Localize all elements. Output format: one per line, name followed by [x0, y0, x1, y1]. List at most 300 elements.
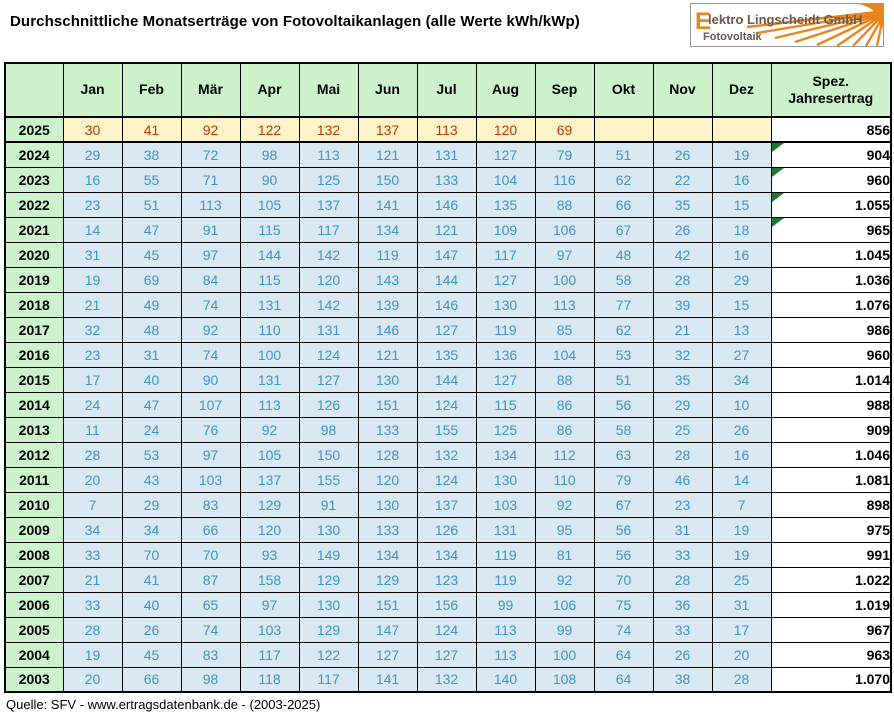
month-value-cell: 124: [417, 392, 476, 417]
month-value-cell: 21: [63, 292, 122, 317]
total-header: Spez. Jahresertrag: [771, 63, 891, 117]
month-value-cell: 127: [476, 267, 535, 292]
month-value-cell: 58: [594, 417, 653, 442]
month-value-cell: 97: [240, 592, 299, 617]
month-value-cell: 137: [417, 492, 476, 517]
month-value-cell: 56: [594, 392, 653, 417]
month-value-cell: 105: [240, 442, 299, 467]
month-value-cell: 53: [122, 442, 181, 467]
month-value-cell: 146: [417, 192, 476, 217]
month-value-cell: 38: [653, 667, 712, 692]
month-value-cell: 100: [240, 342, 299, 367]
month-value-cell: 91: [299, 492, 358, 517]
month-value-cell: 19: [712, 542, 771, 567]
month-value-cell: 28: [63, 442, 122, 467]
month-value-cell: 126: [299, 392, 358, 417]
month-value-cell: 71: [181, 167, 240, 192]
month-value-cell: 134: [358, 542, 417, 567]
month-value-cell: 97: [181, 242, 240, 267]
month-value-cell: 119: [358, 242, 417, 267]
month-value-cell: 127: [476, 142, 535, 167]
month-value-cell: 28: [63, 617, 122, 642]
month-header-jun: Jun: [358, 63, 417, 117]
year-cell: 2006: [5, 592, 63, 617]
month-value-cell: 119: [476, 567, 535, 592]
month-value-cell: 110: [240, 317, 299, 342]
month-value-cell: 28: [712, 667, 771, 692]
month-value-cell: 90: [181, 367, 240, 392]
month-value-cell: 74: [181, 292, 240, 317]
month-value-cell: 16: [63, 167, 122, 192]
annual-total-cell: 991: [771, 542, 891, 567]
month-value-cell: 86: [535, 417, 594, 442]
month-value-cell: 74: [181, 342, 240, 367]
month-header-jan: Jan: [63, 63, 122, 117]
year-cell: 2016: [5, 342, 63, 367]
month-value-cell: 137: [299, 192, 358, 217]
month-value-cell: 129: [358, 567, 417, 592]
annual-total-cell: 898: [771, 492, 891, 517]
annual-total-cell: 960: [771, 342, 891, 367]
month-value-cell: 24: [63, 392, 122, 417]
month-value-cell: 117: [240, 642, 299, 667]
annual-total-cell: 1.070: [771, 667, 891, 692]
month-value-cell: 158: [240, 567, 299, 592]
month-value-cell: 25: [712, 567, 771, 592]
month-value-cell: 34: [122, 517, 181, 542]
month-value-cell: 32: [653, 342, 712, 367]
month-value-cell: 131: [240, 367, 299, 392]
month-value-cell: 23: [63, 192, 122, 217]
month-value-cell: 28: [653, 267, 712, 292]
month-value-cell: 137: [358, 117, 417, 142]
month-value-cell: 28: [653, 442, 712, 467]
month-value-cell: 56: [594, 542, 653, 567]
month-value-cell: 92: [181, 117, 240, 142]
month-value-cell: 69: [122, 267, 181, 292]
month-value-cell: 151: [358, 592, 417, 617]
annual-total-cell: 1.036: [771, 267, 891, 292]
month-value-cell: 87: [181, 567, 240, 592]
month-value-cell: 29: [653, 392, 712, 417]
month-value-cell: 106: [535, 592, 594, 617]
month-value-cell: 98: [299, 417, 358, 442]
month-value-cell: 129: [240, 492, 299, 517]
annual-total-cell: 967: [771, 617, 891, 642]
year-cell: 2004: [5, 642, 63, 667]
month-value-cell: 132: [417, 667, 476, 692]
month-value-cell: 95: [535, 517, 594, 542]
month-value-cell: 104: [535, 342, 594, 367]
annual-total-cell: 1.081: [771, 467, 891, 492]
month-value-cell: 122: [299, 642, 358, 667]
annual-total-cell: 963: [771, 642, 891, 667]
month-value-cell: 70: [594, 567, 653, 592]
month-value-cell: 130: [299, 592, 358, 617]
table-row-2012: [5, 442, 891, 467]
month-value-cell: 134: [358, 217, 417, 242]
month-value-cell: 99: [535, 617, 594, 642]
month-value-cell: 20: [63, 467, 122, 492]
month-value-cell: 19: [712, 142, 771, 167]
month-value-cell: 121: [417, 217, 476, 242]
annual-total-cell: 1.055: [771, 192, 891, 217]
corner-cell: [5, 63, 63, 117]
month-value-cell: 15: [712, 192, 771, 217]
month-value-cell: 124: [299, 342, 358, 367]
month-value-cell: 125: [476, 417, 535, 442]
month-value-cell: 105: [240, 192, 299, 217]
table-row-2007: [5, 567, 891, 592]
month-value-cell: 133: [417, 167, 476, 192]
month-value-cell: 29: [63, 142, 122, 167]
table-row-2014: [5, 392, 891, 417]
month-value-cell: 121: [358, 342, 417, 367]
table-row-2006: [5, 592, 891, 617]
month-value-cell: 76: [181, 417, 240, 442]
month-value-cell: 74: [594, 617, 653, 642]
month-value-cell: 103: [181, 467, 240, 492]
month-value-cell: 122: [240, 117, 299, 142]
month-value-cell: 70: [122, 542, 181, 567]
month-value-cell: 147: [358, 617, 417, 642]
month-value-cell: 155: [417, 417, 476, 442]
month-value-cell: 146: [417, 292, 476, 317]
month-value-cell: 19: [63, 642, 122, 667]
month-value-cell: 155: [299, 467, 358, 492]
year-cell: 2015: [5, 367, 63, 392]
month-value-cell: 51: [122, 192, 181, 217]
month-value-cell: 67: [594, 492, 653, 517]
month-value-cell: [594, 117, 653, 142]
month-value-cell: 31: [653, 517, 712, 542]
month-value-cell: 84: [181, 267, 240, 292]
annual-total-cell: 1.022: [771, 567, 891, 592]
year-cell: 2013: [5, 417, 63, 442]
month-value-cell: 116: [535, 167, 594, 192]
month-value-cell: 46: [653, 467, 712, 492]
month-value-cell: 130: [358, 492, 417, 517]
month-value-cell: 77: [594, 292, 653, 317]
month-value-cell: 26: [653, 142, 712, 167]
month-value-cell: 21: [63, 567, 122, 592]
month-value-cell: 92: [240, 417, 299, 442]
annual-total-cell: 856: [771, 117, 891, 142]
month-value-cell: 33: [63, 592, 122, 617]
month-value-cell: 133: [358, 517, 417, 542]
table-row-2008: [5, 542, 891, 567]
month-value-cell: 75: [594, 592, 653, 617]
annual-total-cell: 1.014: [771, 367, 891, 392]
month-value-cell: 90: [240, 167, 299, 192]
month-value-cell: 62: [594, 317, 653, 342]
month-value-cell: 103: [240, 617, 299, 642]
annual-total-cell: 1.046: [771, 442, 891, 467]
month-value-cell: 22: [653, 167, 712, 192]
month-value-cell: 29: [712, 267, 771, 292]
month-value-cell: 106: [535, 217, 594, 242]
month-header-nov: Nov: [653, 63, 712, 117]
table-row-2013: [5, 417, 891, 442]
month-value-cell: 120: [299, 267, 358, 292]
month-value-cell: 120: [240, 517, 299, 542]
month-value-cell: 33: [63, 542, 122, 567]
month-value-cell: 79: [535, 142, 594, 167]
month-value-cell: 127: [417, 317, 476, 342]
month-value-cell: 134: [417, 542, 476, 567]
month-value-cell: 123: [417, 567, 476, 592]
month-value-cell: 133: [358, 417, 417, 442]
month-value-cell: 147: [417, 242, 476, 267]
table-row-2018: [5, 292, 891, 317]
month-header-okt: Okt: [594, 63, 653, 117]
table-row-2005: [5, 617, 891, 642]
month-value-cell: 113: [476, 642, 535, 667]
table-row-2020: [5, 242, 891, 267]
month-value-cell: 41: [122, 117, 181, 142]
month-value-cell: 149: [299, 542, 358, 567]
month-value-cell: 24: [122, 417, 181, 442]
month-value-cell: 7: [712, 492, 771, 517]
month-value-cell: 103: [476, 492, 535, 517]
month-value-cell: [653, 117, 712, 142]
month-value-cell: 79: [594, 467, 653, 492]
annual-total-cell: 909: [771, 417, 891, 442]
year-cell: 2019: [5, 267, 63, 292]
year-cell: 2024: [5, 142, 63, 167]
month-value-cell: 117: [299, 667, 358, 692]
sun-rays-icon: [691, 4, 883, 46]
month-value-cell: 110: [535, 467, 594, 492]
month-value-cell: 113: [299, 142, 358, 167]
table-row-2011: [5, 467, 891, 492]
month-value-cell: 66: [181, 517, 240, 542]
source-note: Quelle: SFV - www.ertragsdatenbank.de - (2003-2025): [6, 697, 321, 712]
month-value-cell: 120: [358, 467, 417, 492]
month-value-cell: 130: [358, 367, 417, 392]
month-header-sep: Sep: [535, 63, 594, 117]
yield-table: [4, 62, 892, 693]
year-cell: 2012: [5, 442, 63, 467]
month-value-cell: 23: [653, 492, 712, 517]
month-value-cell: 109: [476, 217, 535, 242]
month-value-cell: 83: [181, 492, 240, 517]
month-header-dez: Dez: [712, 63, 771, 117]
month-value-cell: 86: [535, 392, 594, 417]
month-value-cell: 20: [63, 667, 122, 692]
year-cell: 2009: [5, 517, 63, 542]
month-value-cell: 132: [417, 442, 476, 467]
annual-total-cell: 904: [771, 142, 891, 167]
month-value-cell: 28: [653, 567, 712, 592]
month-value-cell: 131: [240, 292, 299, 317]
month-value-cell: 64: [594, 642, 653, 667]
month-value-cell: 14: [712, 467, 771, 492]
table-row-2024: [5, 142, 891, 167]
page-title: Durchschnittliche Monatserträge von Fotovoltaikanlagen (alle Werte kWh/kWp): [10, 13, 580, 30]
month-value-cell: 104: [476, 167, 535, 192]
month-value-cell: 139: [358, 292, 417, 317]
month-value-cell: 131: [476, 517, 535, 542]
month-value-cell: 92: [181, 317, 240, 342]
month-value-cell: 91: [181, 217, 240, 242]
month-value-cell: 127: [299, 367, 358, 392]
year-cell: 2014: [5, 392, 63, 417]
month-value-cell: 100: [535, 642, 594, 667]
annual-total-cell: 1.019: [771, 592, 891, 617]
table-header: [5, 63, 891, 117]
month-value-cell: 34: [63, 517, 122, 542]
month-value-cell: 62: [594, 167, 653, 192]
month-value-cell: 64: [594, 667, 653, 692]
month-value-cell: 141: [358, 667, 417, 692]
month-value-cell: 26: [712, 417, 771, 442]
month-value-cell: 40: [122, 367, 181, 392]
month-value-cell: 121: [358, 142, 417, 167]
month-value-cell: 20: [712, 642, 771, 667]
month-value-cell: 136: [476, 342, 535, 367]
month-header-mai: Mai: [299, 63, 358, 117]
month-value-cell: 127: [358, 642, 417, 667]
month-value-cell: 142: [299, 242, 358, 267]
month-value-cell: 125: [299, 167, 358, 192]
month-value-cell: 113: [181, 192, 240, 217]
month-value-cell: 26: [653, 642, 712, 667]
month-value-cell: 53: [594, 342, 653, 367]
year-cell: 2007: [5, 567, 63, 592]
month-value-cell: 129: [299, 617, 358, 642]
table-row-2022: [5, 192, 891, 217]
month-value-cell: 38: [122, 142, 181, 167]
month-value-cell: 18: [712, 217, 771, 242]
month-value-cell: 14: [63, 217, 122, 242]
month-value-cell: 140: [476, 667, 535, 692]
month-value-cell: 97: [535, 242, 594, 267]
month-value-cell: 55: [122, 167, 181, 192]
month-value-cell: 151: [358, 392, 417, 417]
annual-total-cell: 988: [771, 392, 891, 417]
month-value-cell: 31: [63, 242, 122, 267]
month-value-cell: 113: [240, 392, 299, 417]
month-value-cell: 132: [299, 117, 358, 142]
month-value-cell: 47: [122, 392, 181, 417]
month-value-cell: 144: [417, 267, 476, 292]
table-row-2023: [5, 167, 891, 192]
year-cell: 2022: [5, 192, 63, 217]
month-value-cell: 142: [299, 292, 358, 317]
month-value-cell: 81: [535, 542, 594, 567]
month-value-cell: 146: [358, 317, 417, 342]
month-value-cell: 16: [712, 167, 771, 192]
month-value-cell: 97: [181, 442, 240, 467]
month-value-cell: 128: [358, 442, 417, 467]
month-value-cell: 124: [417, 467, 476, 492]
month-value-cell: 119: [476, 317, 535, 342]
year-cell: 2018: [5, 292, 63, 317]
month-value-cell: 135: [476, 192, 535, 217]
month-value-cell: 131: [299, 317, 358, 342]
month-header-apr: Apr: [240, 63, 299, 117]
annual-total-cell: 986: [771, 317, 891, 342]
year-cell: 2025: [5, 117, 63, 142]
month-value-cell: 16: [712, 442, 771, 467]
month-value-cell: 83: [181, 642, 240, 667]
table-row-2010: [5, 492, 891, 517]
month-value-cell: 19: [712, 517, 771, 542]
month-value-cell: 92: [535, 567, 594, 592]
month-value-cell: 130: [476, 467, 535, 492]
brand-subtitle: Fotovoltaik: [703, 31, 762, 43]
month-value-cell: 21: [653, 317, 712, 342]
month-value-cell: 129: [299, 567, 358, 592]
month-value-cell: 45: [122, 242, 181, 267]
month-header-aug: Aug: [476, 63, 535, 117]
month-value-cell: 98: [240, 142, 299, 167]
month-value-cell: 98: [181, 667, 240, 692]
table-row-2016: [5, 342, 891, 367]
month-value-cell: 27: [712, 342, 771, 367]
annual-total-cell: 975: [771, 517, 891, 542]
annual-total-cell: 965: [771, 217, 891, 242]
month-value-cell: 41: [122, 567, 181, 592]
month-value-cell: 15: [712, 292, 771, 317]
month-value-cell: 33: [653, 542, 712, 567]
year-cell: 2023: [5, 167, 63, 192]
month-value-cell: 58: [594, 267, 653, 292]
month-value-cell: 93: [240, 542, 299, 567]
month-value-cell: 69: [535, 117, 594, 142]
month-value-cell: 113: [535, 292, 594, 317]
month-value-cell: 66: [122, 667, 181, 692]
month-value-cell: 29: [122, 492, 181, 517]
month-value-cell: 115: [240, 267, 299, 292]
month-value-cell: 141: [358, 192, 417, 217]
month-value-cell: 40: [122, 592, 181, 617]
month-value-cell: 119: [476, 542, 535, 567]
brand-initial: E: [695, 8, 712, 35]
month-value-cell: 137: [240, 467, 299, 492]
month-value-cell: 67: [594, 217, 653, 242]
year-cell: 2003: [5, 667, 63, 692]
month-value-cell: 120: [476, 117, 535, 142]
table-row-2004: [5, 642, 891, 667]
table-body: [5, 117, 891, 692]
month-value-cell: 150: [299, 442, 358, 467]
year-cell: 2021: [5, 217, 63, 242]
month-value-cell: 19: [63, 267, 122, 292]
month-value-cell: 117: [299, 217, 358, 242]
month-header-jul: Jul: [417, 63, 476, 117]
month-value-cell: 35: [653, 367, 712, 392]
month-value-cell: 51: [594, 367, 653, 392]
month-value-cell: 42: [653, 242, 712, 267]
table-row-2025: [5, 117, 891, 142]
month-value-cell: 156: [417, 592, 476, 617]
month-value-cell: 112: [535, 442, 594, 467]
month-value-cell: 88: [535, 367, 594, 392]
month-value-cell: 108: [535, 667, 594, 692]
annual-total-cell: 960: [771, 167, 891, 192]
month-value-cell: 23: [63, 342, 122, 367]
month-value-cell: 65: [181, 592, 240, 617]
month-value-cell: 115: [240, 217, 299, 242]
month-value-cell: 7: [63, 492, 122, 517]
month-value-cell: 63: [594, 442, 653, 467]
month-header-mär: Mär: [181, 63, 240, 117]
month-value-cell: 49: [122, 292, 181, 317]
month-value-cell: 130: [299, 517, 358, 542]
month-value-cell: 31: [122, 342, 181, 367]
